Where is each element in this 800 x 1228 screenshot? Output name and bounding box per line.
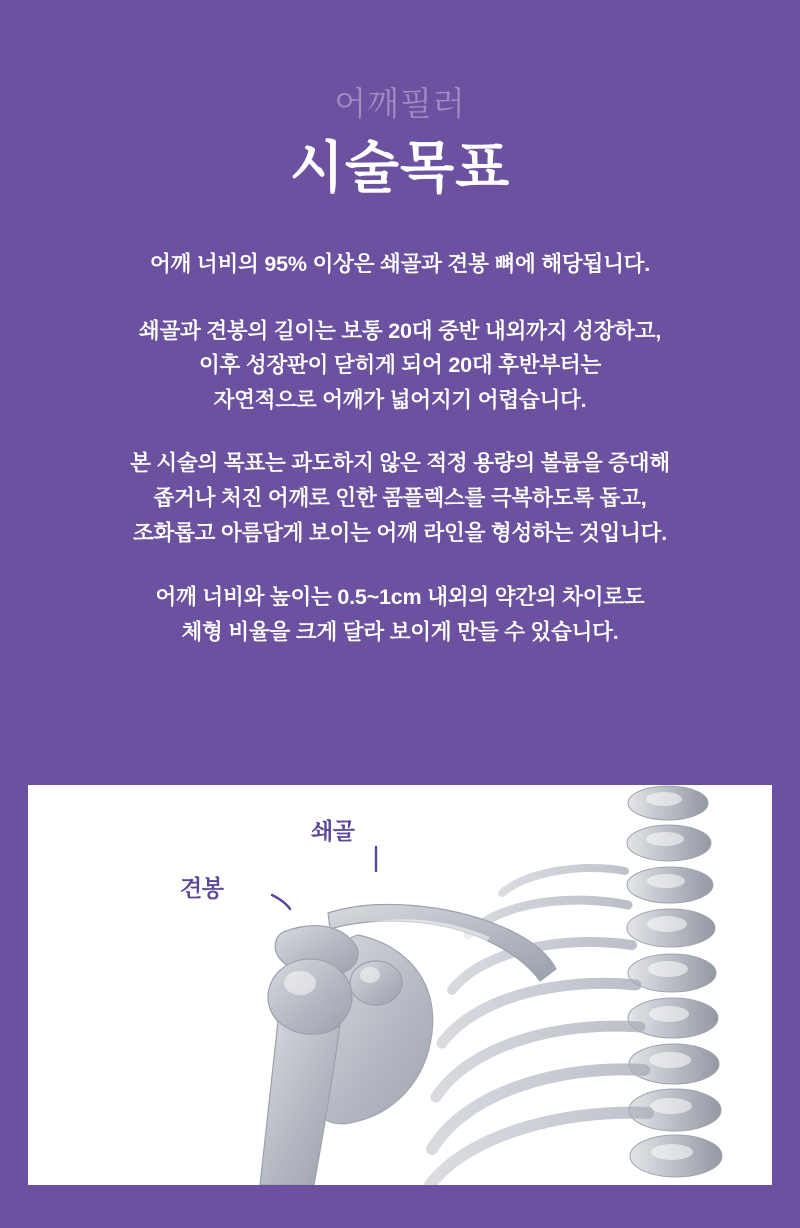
paragraph-2-line-3: 자연적으로 어깨가 넓어지기 어렵습니다. — [213, 388, 587, 413]
clavicle-label: 쇄골 — [311, 818, 355, 844]
paragraph-2-line-1: 쇄골과 견봉의 길이는 보통 20대 중반 내외까지 성장하고, — [138, 318, 662, 343]
paragraph-4 — [0, 580, 800, 650]
page-header — [0, 0, 800, 201]
paragraph-1 — [0, 247, 800, 282]
paragraph-4-line-1: 어깨 너비와 높이는 0.5~1cm 내외의 약간의 차이로도 — [155, 585, 645, 610]
paragraph-3-line-2: 좁거나 처진 어깨로 인한 콤플렉스를 극복하도록 돕고, — [153, 485, 647, 510]
paragraph-3-line-3: 조화롭고 아름답게 보이는 어깨 라인을 형성하는 것입니다. — [132, 520, 668, 545]
coracoid-process — [350, 961, 402, 1005]
paragraph-1-line-1: 어깨 너비의 95% 이상은 쇄골과 견봉 뼈에 해당됩니다. — [149, 251, 650, 276]
paragraph-2-line-2: 이후 성장판이 닫히게 되어 20대 후반부터는 — [198, 353, 602, 378]
skeleton-illustration — [28, 785, 772, 1185]
paragraph-4-line-2: 체형 비율을 크게 달라 보이게 만들 수 있습니다. — [181, 620, 619, 645]
paragraph-3 — [0, 446, 800, 550]
page-title: 시술목표 — [289, 136, 511, 200]
body-copy — [0, 247, 800, 650]
paragraph-3-line-1: 본 시술의 목표는 과도하지 않은 적정 용량의 볼륨을 증대해 — [130, 451, 670, 475]
anatomy-figure — [28, 785, 772, 1185]
paragraph-2 — [0, 314, 800, 418]
eyebrow-text: 어깨필러 — [334, 85, 466, 122]
acromion-label: 견봉 — [180, 875, 224, 901]
